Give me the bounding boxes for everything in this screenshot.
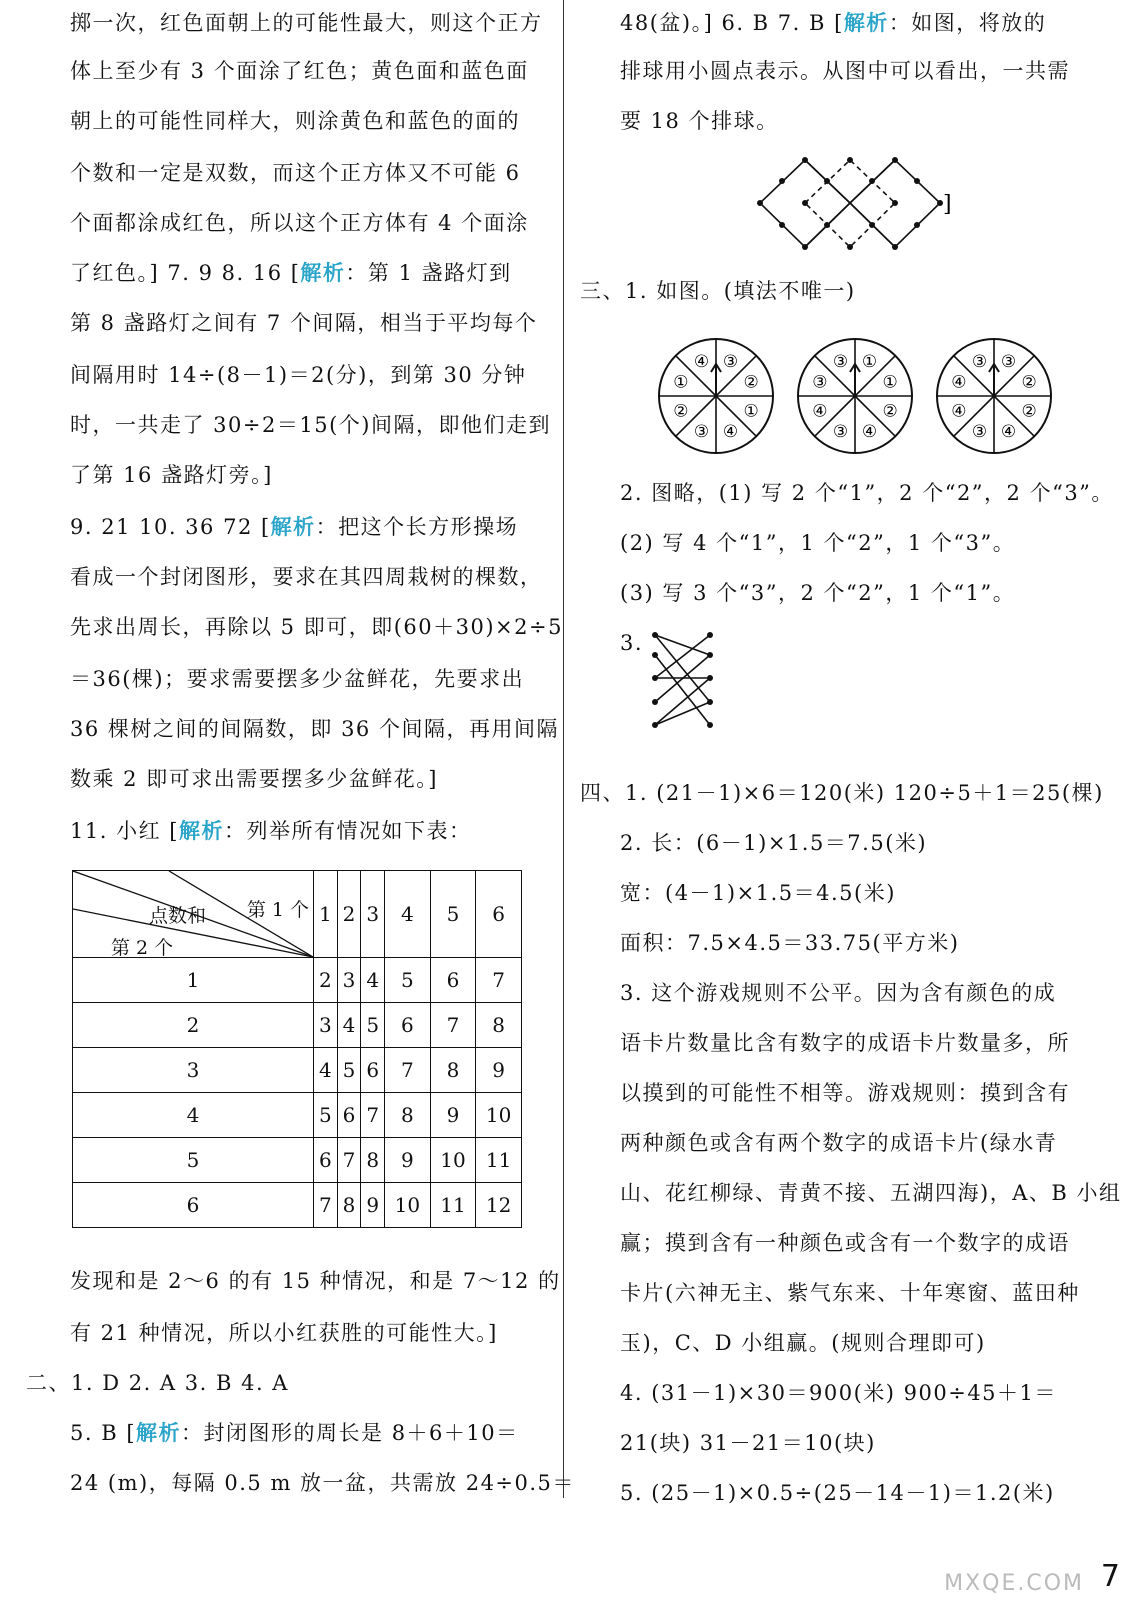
wheel-sector-label: ④	[722, 422, 739, 443]
watermark: MXQE.COM	[944, 1571, 1084, 1596]
text-line: 24 (m)，每隔 0.5 m 放一盆，共需放 24÷0.5＝	[70, 1471, 575, 1495]
wheel-sector-label: ①	[673, 372, 689, 393]
wheel-sector-label: ③	[832, 351, 849, 372]
table-cell: 7	[361, 1093, 385, 1138]
row-label: 4	[73, 1093, 314, 1138]
text-line: 21(块) 31－21＝10(块)	[620, 1431, 876, 1455]
table-cell: 9	[430, 1093, 476, 1138]
header-second-die: 第 2 个	[111, 937, 174, 959]
header-first-die: 第 1 个	[246, 899, 309, 921]
wheel-sector-label: ③	[832, 422, 849, 443]
wheel-sector-label: ③	[812, 372, 828, 393]
text-line: (3) 写 3 个“3”，2 个“2”，1 个“1”。	[620, 581, 1016, 605]
table-row	[73, 1138, 522, 1183]
section-four-line: 四、1. (21－1)×6＝120(米) 120÷5＋1＝25(棵)	[580, 781, 1104, 805]
col-header: 5	[430, 871, 476, 958]
text-line: 先求出周长，再除以 5 即可，即(60＋30)×2÷5	[70, 615, 563, 639]
table-cell: 7	[385, 1048, 431, 1093]
table-cell: 5	[361, 1003, 385, 1048]
table-cell: 6	[314, 1138, 338, 1183]
wheel-sector-label: ④	[861, 422, 878, 443]
wheel-sector-label: ③	[1000, 351, 1017, 372]
table-cell: 3	[314, 1003, 338, 1048]
text-line: 3. 这个游戏规则不公平。因为含有颜色的成	[620, 981, 1057, 1005]
table-cell: 11	[430, 1183, 476, 1228]
text-line: 个数和一定是双数，而这个正方体又不可能 6	[70, 161, 521, 185]
table-cell: 10	[385, 1183, 431, 1228]
text-line: 两种颜色或含有两个数字的成语卡片(绿水青	[620, 1131, 1058, 1155]
table-cell: 8	[476, 1003, 522, 1048]
text-line: 时，一共走了 30÷2＝15(个)间隔，即他们走到	[70, 413, 551, 437]
wheel-sector-label: ④	[1000, 422, 1017, 443]
table-cell: 4	[314, 1048, 338, 1093]
analysis-label: 解析	[136, 1420, 182, 1445]
page-number: 7	[1100, 1559, 1120, 1594]
table-cell: 4	[337, 1003, 361, 1048]
text-line: 有 21 种情况，所以小红获胜的可能性大。]	[70, 1321, 498, 1345]
wheel-sector-label: ③	[722, 351, 739, 372]
table-cell: 7	[337, 1138, 361, 1183]
col-header: 6	[476, 871, 522, 958]
table-cell: 10	[476, 1093, 522, 1138]
text-line: 以摸到的可能性不相等。游戏规则：摸到含有	[620, 1081, 1070, 1105]
text-line: 了红色。] 7. 9 8. 16 [解析：第 1 盏路灯到	[70, 260, 512, 285]
wheel-sector-label: ④	[693, 351, 710, 372]
table-cell: 9	[385, 1138, 431, 1183]
analysis-label: 解析	[843, 10, 889, 35]
row-label: 1	[73, 958, 314, 1003]
wheel-sector-label: ③	[971, 351, 988, 372]
line-matching-diagram	[650, 630, 720, 730]
wheel-sector-label: ④	[951, 372, 967, 393]
table-cell: 12	[476, 1183, 522, 1228]
text-line: 宽：(4－1)×1.5＝4.5(米)	[620, 881, 896, 905]
dice-sum-table	[72, 870, 522, 1228]
spinner-wheel-1	[656, 336, 776, 456]
text-line: 36 棵树之间的间隔数，即 36 个间隔，再用间隔	[70, 717, 559, 741]
table-cell: 7	[314, 1183, 338, 1228]
text-line: 语卡片数量比含有数字的成语卡片数量多，所	[620, 1031, 1070, 1055]
row-label: 2	[73, 1003, 314, 1048]
table-cell: 4	[361, 958, 385, 1003]
table-cell: 5	[385, 958, 431, 1003]
text-line: 9. 21 10. 36 72 [解析：把这个长方形操场	[70, 514, 519, 539]
table-cell: 5	[314, 1093, 338, 1138]
table-cell: 6	[385, 1003, 431, 1048]
text-line: 4. (31－1)×30＝900(米) 900÷45＋1＝	[620, 1381, 1057, 1405]
table-cell: 9	[476, 1048, 522, 1093]
volleyball-diamond-diagram	[755, 155, 955, 255]
wheel-sector-label: ①	[861, 351, 878, 372]
table-cell: 7	[476, 958, 522, 1003]
section-two-answers: 二、1. D 2. A 3. B 4. A	[26, 1371, 289, 1395]
text-line: 48(盆)。] 6. B 7. B [解析：如图，将放的	[620, 10, 1047, 35]
text-line: ＝36(棵)；要求需要摆多少盆鲜花，先要求出	[70, 667, 525, 691]
table-row	[73, 958, 522, 1003]
text-line: 了第 16 盏路灯旁。]	[70, 463, 273, 487]
wheel-sector-label: ②	[673, 401, 689, 422]
row-label: 5	[73, 1138, 314, 1183]
analysis-label: 解析	[178, 818, 224, 843]
wheel-sector-label: ②	[1021, 372, 1037, 393]
table-cell: 8	[361, 1138, 385, 1183]
table-cell: 6	[337, 1093, 361, 1138]
table-cell: 9	[361, 1183, 385, 1228]
table-cell: 8	[385, 1093, 431, 1138]
text-line: 看成一个封闭图形，要求在其四周栽树的棵数，	[70, 565, 543, 589]
table-cell: 11	[476, 1138, 522, 1183]
table-row	[73, 1003, 522, 1048]
table-cell: 5	[337, 1048, 361, 1093]
wheel-sector-label: ③	[693, 422, 710, 443]
col-header: 1	[314, 871, 338, 958]
table-cell: 8	[430, 1048, 476, 1093]
table-cell: 3	[337, 958, 361, 1003]
text-line: 面积：7.5×4.5＝33.75(平方米)	[620, 931, 960, 955]
header-sum: 点数和	[149, 905, 207, 927]
table-corner-header	[73, 871, 314, 958]
table-cell: 6	[361, 1048, 385, 1093]
item-label: 3.	[620, 631, 644, 655]
table-row	[73, 1183, 522, 1228]
text-line: 个面都涂成红色，所以这个正方体有 4 个面涂	[70, 211, 529, 235]
text-line: 要 18 个排球。	[620, 109, 779, 133]
wheel-sector-label: ④	[812, 401, 828, 422]
spinner-pointer	[850, 364, 860, 396]
table-cell: 10	[430, 1138, 476, 1183]
wheel-sector-label: ①	[882, 372, 898, 393]
spinner-wheel-2	[795, 336, 915, 456]
text-line: 2. 长：(6－1)×1.5＝7.5(米)	[620, 831, 928, 855]
row-label: 3	[73, 1048, 314, 1093]
wheel-sector-label: ②	[743, 372, 759, 393]
diagram-bracket: ]	[943, 192, 952, 217]
text-line: 5. (25－1)×0.5÷(25－14－1)＝1.2(米)	[620, 1481, 1055, 1505]
wheel-sector-label: ③	[971, 422, 988, 443]
text-line: 赢；摸到含有一种颜色或含有一个数字的成语	[620, 1231, 1070, 1255]
section-three-heading: 三、1. 如图。(填法不唯一)	[580, 279, 856, 303]
text-line: 11. 小红 [解析：列举所有情况如下表：	[70, 818, 472, 843]
wheel-sector-label: ①	[743, 401, 759, 422]
col-header: 2	[337, 871, 361, 958]
analysis-label: 解析	[270, 514, 316, 539]
table-cell: 2	[314, 958, 338, 1003]
spinner-wheel-3	[934, 336, 1054, 456]
text-line: 玉)，C、D 小组赢。(规则合理即可)	[620, 1331, 986, 1355]
spinner-pointer	[989, 364, 999, 396]
text-line: 2. 图略，(1) 写 2 个“1”，2 个“2”，2 个“3”。	[620, 481, 1114, 505]
wheel-sector-label: ②	[1021, 401, 1037, 422]
text-line: 朝上的可能性同样大，则涂黄色和蓝色的面的	[70, 109, 520, 133]
spinner-pointer	[711, 364, 721, 396]
col-header: 4	[385, 871, 431, 958]
text-line: 山、花红柳绿、青黄不接、五湖四海)，A、B 小组	[620, 1181, 1122, 1205]
table-row	[73, 1048, 522, 1093]
analysis-label: 解析	[300, 260, 346, 285]
row-label: 6	[73, 1183, 314, 1228]
wheel-sector-label: ②	[882, 401, 898, 422]
wheel-sector-label: ④	[951, 401, 967, 422]
column-divider	[563, 0, 564, 1498]
col-header: 3	[361, 871, 385, 958]
table-row	[73, 1093, 522, 1138]
text-line: 掷一次，红色面朝上的可能性最大，则这个正方	[70, 11, 543, 35]
text-line: 体上至少有 3 个面涂了红色；黄色面和蓝色面	[70, 59, 529, 83]
text-line: 卡片(六神无主、紫气东来、十年寒窗、蓝田种	[620, 1281, 1080, 1305]
text-line: 发现和是 2～6 的有 15 种情况，和是 7～12 的	[70, 1269, 561, 1293]
text-line: 间隔用时 14÷(8－1)＝2(分)，到第 30 分钟	[70, 363, 527, 387]
text-line: 第 8 盏路灯之间有 7 个间隔，相当于平均每个	[70, 311, 538, 335]
text-line: 数乘 2 即可求出需要摆多少盆鲜花。]	[70, 767, 438, 791]
table-cell: 7	[430, 1003, 476, 1048]
text-line: 5. B [解析：封闭图形的周长是 8＋6＋10＝	[70, 1420, 519, 1445]
table-cell: 8	[337, 1183, 361, 1228]
text-line: (2) 写 4 个“1”，1 个“2”，1 个“3”。	[620, 531, 1016, 555]
text-line: 排球用小圆点表示。从图中可以看出，一共需	[620, 59, 1070, 83]
table-cell: 6	[430, 958, 476, 1003]
